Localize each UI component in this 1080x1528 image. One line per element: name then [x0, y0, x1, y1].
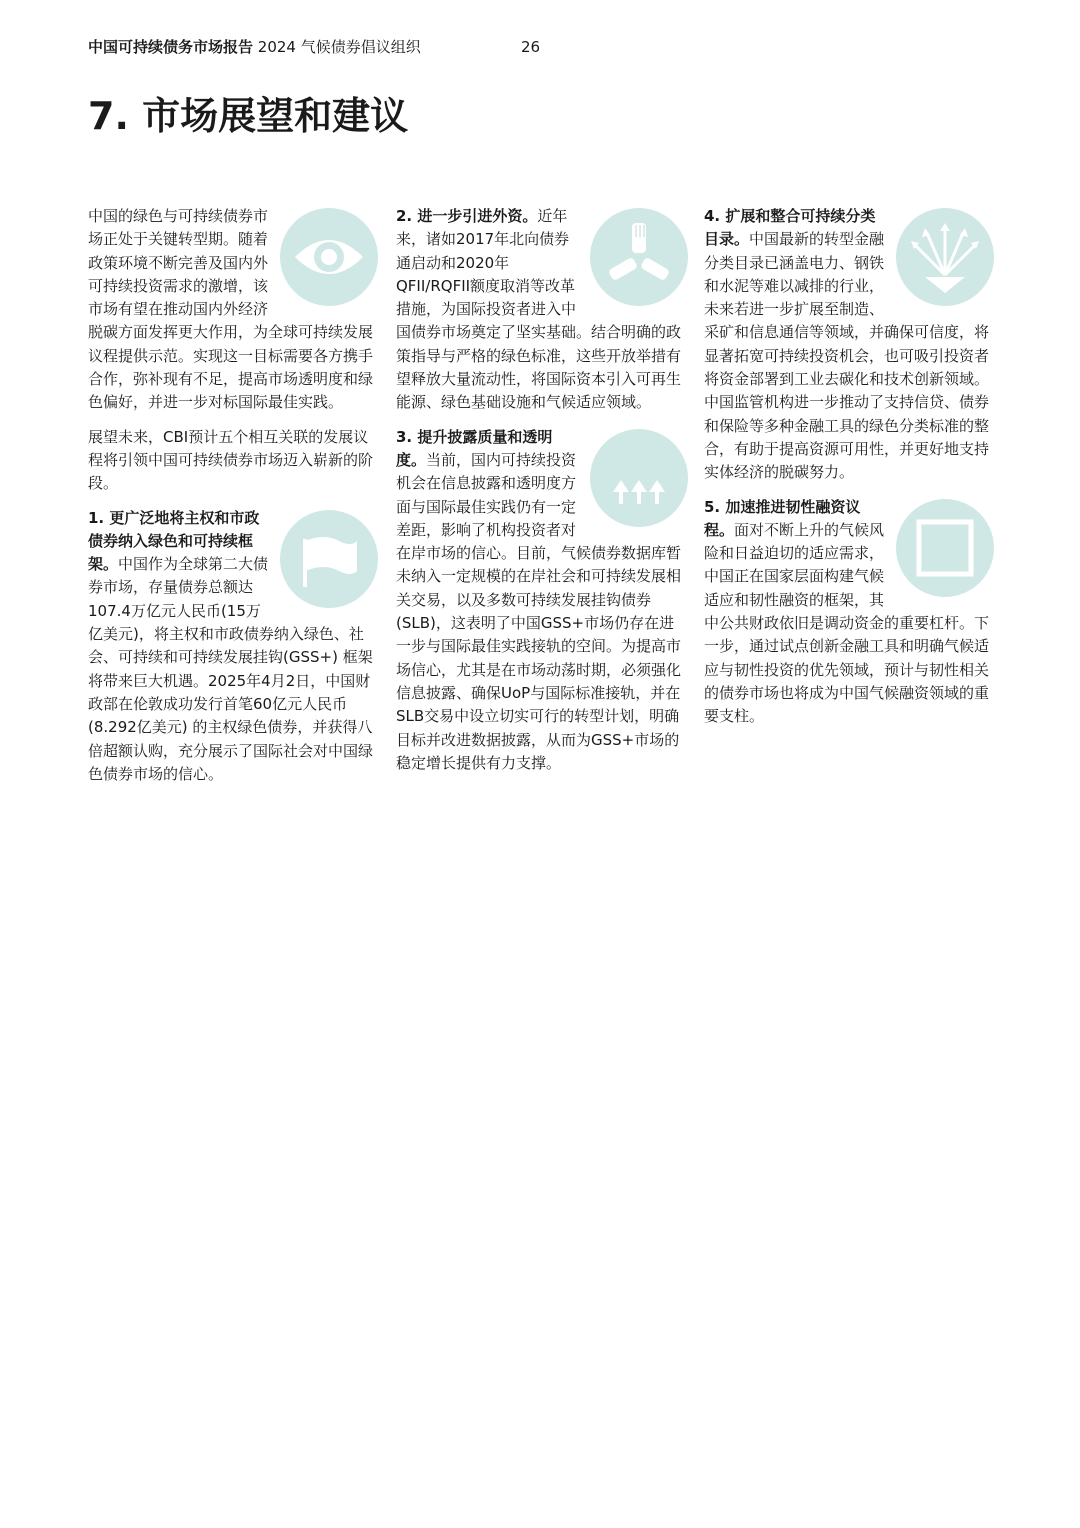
- recommendation-2-body: 近年来，诸如2017年北向债券通启动和2020年QFII/RQFII额度取消等改革措施，为国际投资者进入中国债券市场奠定了坚实基础。结合明确的政策指导与严格的绿色标准，这些开放举措有望释放大量流动性，将国际资本引入可再生能源、绿色基础设施和气候适应领域。: [396, 207, 682, 412]
- recommendation-3-body: 当前，国内可持续投资机会在信息披露和透明度方面与国际最佳实践仍有一定差距，影响了机构投资者对在岸市场的信心。目前，气候债券数据库暂未纳入一定规模的在岸社会和可持续发展相关交易，以及多数可持续发展挂钩债券(SLB)，这表明了中国GSS+市场仍存在进一步与国际最佳实践接轨的空间。为提高市场信心，尤其是在市场动荡时期，必须强化信息披露、确保UoP与国际标准接轨，并在SLB交易中设立切实可行的转型计划，明确目标并改进数据披露，从而为GSS+市场的稳定增长提供有力支撑。: [396, 450, 682, 772]
- page-header: [88, 37, 541, 57]
- recommendation-4-heading: 4. 扩展和整合可持续分类目录。: [704, 207, 876, 249]
- expansion-arrows-icon: [896, 208, 994, 306]
- page-title: 7. 市场展望和建议: [88, 94, 409, 138]
- square-frame-icon: [896, 499, 994, 597]
- recommendation-1-heading: 1. 更广泛地将主权和市政债券纳入绿色和可持续框架。: [88, 508, 260, 574]
- arrows-up-icon: [590, 429, 688, 527]
- outlook-paragraph: 展望未来，CBI预计五个相互关联的发展议程将引领中国可持续债券市场迈入崭新的阶段。: [88, 427, 374, 493]
- recommendation-1-body: 中国作为全球第二大债券市场，存量债券总额达107.4万亿元人民币(15万亿美元)，将主权和市政债券纳入绿色、社会、可持续和可持续发展挂钩(GSS+) 框架将带来巨大机遇。2025年4月2日，中国财政部在伦敦成功发行首笔60亿元人民币 (8.292亿美元) 的主权绿色债券，并获得八倍超额认购，充分展示了国际社会对中国绿色债券市场的信心。: [88, 555, 374, 783]
- column-3: [704, 205, 994, 740]
- flag-icon: [280, 510, 378, 608]
- intro-paragraph: 中国的绿色与可持续债券市场正处于关键转型期。随着政策环境不断完善及国内外可持续投资需求的激增，该市场有望在推动国内外经济脱碳方面发挥更大作用，为全球可持续发展议程提供示范。实现这一目标需要各方携手合作，弥补现有不足，提高市场透明度和绿色偏好，并进一步对标国际最佳实践。: [88, 207, 374, 412]
- recommendation-5-body: 面对不断上升的气候风险和日益迫切的适应需求，中国正在国家层面构建气候适应和韧性融资的框架，其中公共财政依旧是调动资金的重要杠杆。下一步，通过试点创新金融工具和明确气候适应与韧性投资的优先领域，预计与韧性相关的债券市场也将成为中国气候融资领域的重要支柱。: [704, 520, 990, 726]
- recommendation-2-heading: 2. 进一步引进外资。: [396, 207, 538, 225]
- recommendation-5-heading: 5. 加速推进韧性融资议程。: [704, 497, 861, 539]
- recommendation-4-body: 中国最新的转型金融分类目录已涵盖电力、钢铁和水泥等难以减排的行业，未来若进一步扩展至制造、采矿和信息通信等领域，并确保可信度，将显著拓宽可持续投资机会，也可吸引投资者将资金部署到工业去碳化和技术创新领域。中国监管机构进一步推动了支持信贷、债券和保险等多种金融工具的绿色分类标准的整合，有助于提高资源可用性，并更好地支持实体经济的脱碳努力。: [704, 230, 990, 482]
- column-1: [88, 205, 378, 797]
- column-2: [396, 205, 688, 786]
- report-subtitle: 2024 气候债券倡议组织: [257, 38, 421, 56]
- hands-icon: [590, 208, 688, 306]
- eye-icon: [280, 208, 378, 306]
- page-number: 26: [521, 38, 541, 56]
- recommendation-3-heading: 3. 提升披露质量和透明度。: [396, 427, 553, 469]
- report-title: 中国可持续债务市场报告: [88, 38, 254, 56]
